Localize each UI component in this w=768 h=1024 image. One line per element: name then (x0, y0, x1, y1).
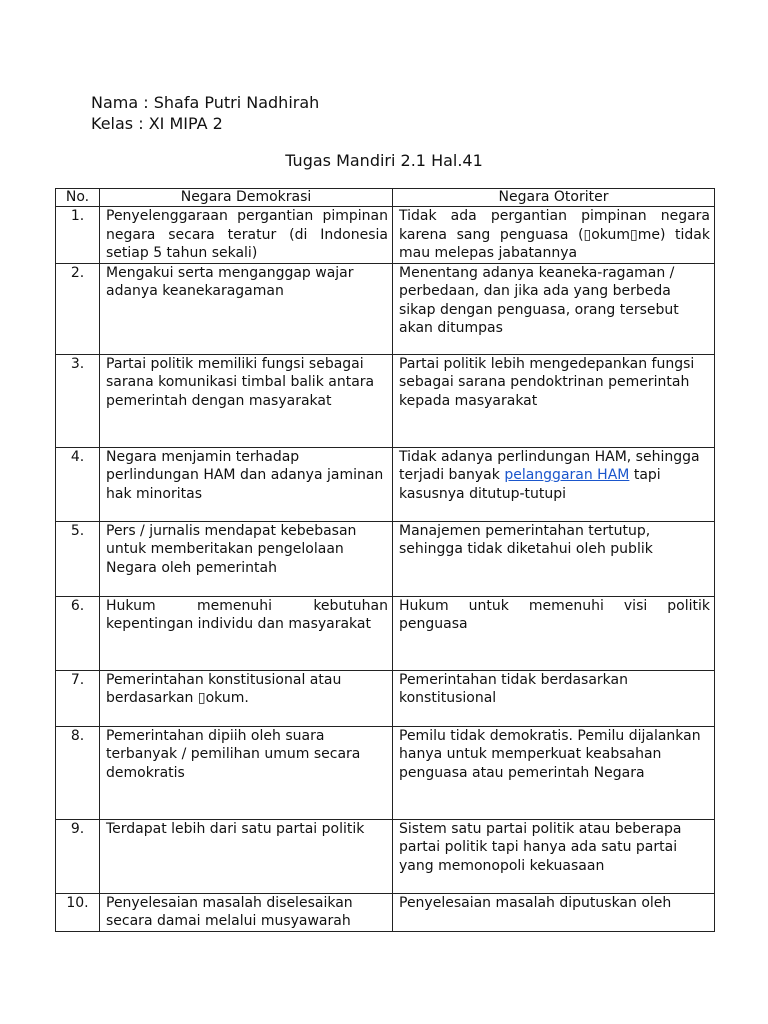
otoriter-cell: Penyelesaian masalah diputuskan oleh (393, 893, 715, 931)
table-row (56, 670, 715, 726)
demokrasi-cell: Mengakui serta menganggap wajar adanya keanekaragaman (100, 263, 393, 354)
otoriter-cell: Manajemen pemerintahan tertutup, sehingga tidak diketahui oleh publik (393, 521, 715, 596)
student-class: Kelas : XI MIPA 2 (91, 114, 223, 133)
header-demokrasi: Negara Demokrasi (100, 189, 393, 207)
otoriter-cell: Menentang adanya keaneka-ragaman / perbedaan, dan jika ada yang berbeda sikap dengan penguasa, orang tersebut akan ditumpas (393, 263, 715, 354)
table-row (56, 726, 715, 819)
table-row (56, 354, 715, 447)
demokrasi-cell: Negara menjamin terhadap perlindungan HAM dan adanya jaminan hak minoritas (100, 447, 393, 521)
table-row (56, 893, 715, 931)
row-number: 7. (56, 670, 100, 726)
row-number: 6. (56, 596, 100, 670)
demokrasi-cell: Pemerintahan konstitusional atau berdasarkan ▯okum. (100, 670, 393, 726)
row-number: 2. (56, 263, 100, 354)
demokrasi-cell: Penyelesaian masalah diselesaikan secara damai melalui musyawarah (100, 893, 393, 931)
assignment-title: Tugas Mandiri 2.1 Hal.41 (285, 151, 483, 170)
otoriter-text: tapi kasusnya ditutup-tutupi (399, 467, 661, 502)
table-header-row (56, 189, 715, 207)
table-row (56, 447, 715, 521)
otoriter-text: Tidak adanya perlindungan HAM, sehingga terjadi banyak (399, 448, 700, 483)
otoriter-cell (393, 447, 715, 521)
row-number: 5. (56, 521, 100, 596)
otoriter-cell: Partai politik lebih mengedepankan fungsi sebagai sarana pendoktrinan pemerintah kepada masyarakat (393, 354, 715, 447)
table-row (56, 263, 715, 354)
otoriter-cell: Pemerintahan tidak berdasarkan konstitusional (393, 670, 715, 726)
student-info (91, 92, 319, 134)
student-name: Nama : Shafa Putri Nadhirah (91, 93, 320, 112)
header-otoriter: Negara Otoriter (393, 189, 715, 207)
demokrasi-cell: Penyelenggaraan pergantian pimpinan negara secara teratur (di Indonesia setiap 5 tahun sekali) (100, 207, 393, 264)
row-number: 3. (56, 354, 100, 447)
pelanggaran-ham-link[interactable]: pelanggaran HAM (504, 467, 630, 483)
table-row (56, 596, 715, 670)
row-number: 4. (56, 447, 100, 521)
demokrasi-cell: Partai politik memiliki fungsi sebagai sarana komunikasi timbal balik antara pemerintah dengan masyarakat (100, 354, 393, 447)
otoriter-cell: Hukum untuk memenuhi visi politik penguasa (393, 596, 715, 670)
otoriter-cell: Sistem satu partai politik atau beberapa partai politik tapi hanya ada satu partai yang memonopoli kekuasaan (393, 819, 715, 893)
header-no: No. (56, 189, 100, 207)
table-row (56, 819, 715, 893)
demokrasi-cell: Pemerintahan dipiih oleh suara terbanyak / pemilihan umum secara demokratis (100, 726, 393, 819)
table-row (56, 521, 715, 596)
demokrasi-cell: Pers / jurnalis mendapat kebebasan untuk memberitakan pengelolaan Negara oleh pemerintah (100, 521, 393, 596)
row-number: 9. (56, 819, 100, 893)
row-number: 10. (56, 893, 100, 931)
demokrasi-cell: Hukum memenuhi kebutuhan kepentingan individu dan masyarakat (100, 596, 393, 670)
row-number: 8. (56, 726, 100, 819)
otoriter-cell: Tidak ada pergantian pimpinan negara karena sang penguasa (▯okum▯me) tidak mau melepas jabatannya (393, 207, 715, 264)
otoriter-cell: Pemilu tidak demokratis. Pemilu dijalankan hanya untuk memperkuat keabsahan penguasa atau pemerintah Negara (393, 726, 715, 819)
row-number: 1. (56, 207, 100, 264)
table-row (56, 207, 715, 264)
demokrasi-cell: Terdapat lebih dari satu partai politik (100, 819, 393, 893)
comparison-table (55, 188, 715, 932)
